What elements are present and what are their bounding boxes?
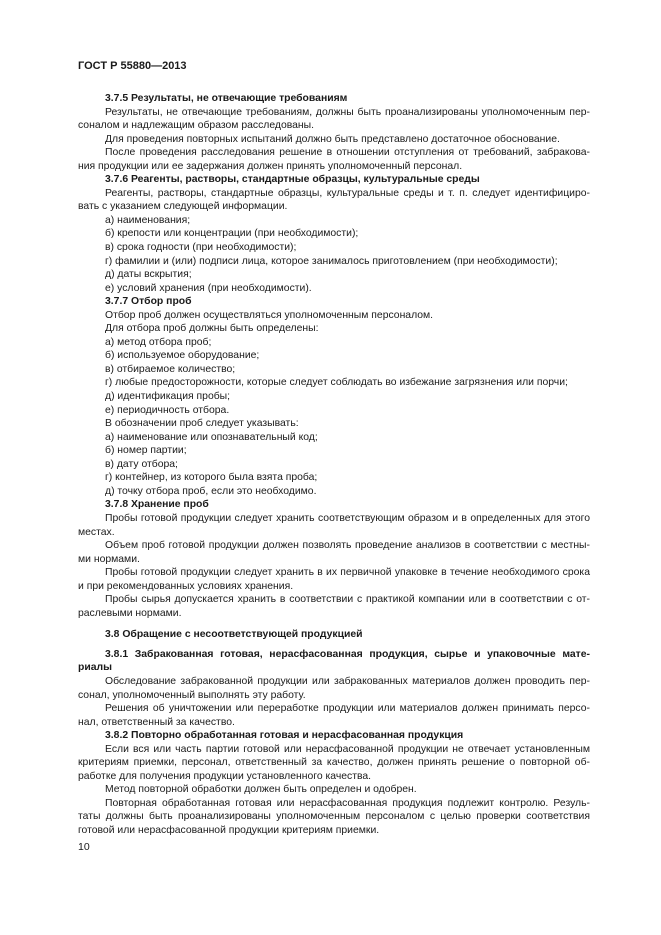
paragraph-line: Пробы готовой продукции следует хранить соответствующим образом и в определенных для этого — [105, 512, 590, 524]
paragraph-line: раслевыми нормами. — [78, 607, 182, 619]
section-3-8-1 — [78, 648, 590, 729]
section-3-8 — [78, 628, 590, 642]
paragraph-line: нал, ответственный за качество. — [78, 716, 235, 728]
section-heading: 3.7.8 Хранение проб — [105, 499, 209, 511]
list-item: а) наименования; — [105, 214, 191, 226]
list-item: е) периодичность отбора. — [105, 404, 230, 416]
paragraph-line: Если вся или часть партии готовой или нерасфасованной продукции не отвечает установленным — [105, 743, 590, 755]
paragraph-line: Объем проб готовой продукции должен позволять проведение анализов в соответствии с местны- — [105, 540, 590, 552]
paragraph-line: сонал, уполномоченный выполнять эту работу. — [78, 689, 306, 701]
list-item: б) крепости или концентрации (при необходимости); — [105, 228, 359, 240]
section-heading: 3.8.1 Забракованная готовая, нерасфасованная продукция, сырье и упаковочные мате- — [105, 648, 590, 660]
paragraph-line: Повторная обработанная готовая или нерасфасованная продукция подлежит контролю. Резуль- — [105, 797, 590, 809]
paragraph-line: Результаты, не отвечающие требованиям, должны быть проанализированы уполномоченным пер- — [105, 106, 590, 118]
section-3-7-8 — [78, 498, 590, 620]
list-item: в) срока годности (при необходимости); — [105, 242, 297, 254]
paragraph-line: работке для получения продукции установленного качества. — [78, 770, 372, 782]
paragraph-line: Пробы сырья допускается хранить в соответствии с практикой компании или в соответствии с от- — [105, 594, 590, 606]
paragraph-line: соналом и надлежащим образом расследованы. — [78, 120, 315, 132]
document-header: ГОСТ Р 55880—2013 — [78, 60, 187, 72]
paragraph-line: и при рекомендованных условиях хранения. — [78, 580, 294, 592]
paragraph-line: Реагенты, растворы, стандартные образцы, культуральные среды и т. п. следует идентифициро- — [105, 187, 590, 199]
section-heading: 3.7.6 Реагенты, растворы, стандартные образцы, культуральные среды — [105, 174, 480, 186]
paragraph-line: критериям приемки, персонал, ответственный за качество, должен принять решение о повторной об- — [78, 757, 590, 769]
section-heading: 3.7.5 Результаты, не отвечающие требованиям — [105, 93, 348, 104]
paragraph-line: Для отбора проб должны быть определены: — [105, 323, 319, 335]
paragraph-line: Решения об уничтожении или переработке продукции или материалов должен принимать персо- — [105, 703, 590, 715]
paragraph-line: ния продукции или ее задержания должен принять уполномоченный персонал. — [78, 160, 463, 172]
paragraph-line: вать с указанием следующей информации. — [78, 201, 288, 213]
list-item: в) дату отбора; — [105, 458, 178, 470]
document-body — [78, 92, 590, 838]
section-heading: риалы — [78, 662, 112, 674]
paragraph-line: таты должны быть проанализированы уполномоченным персоналом с целью проверки соответствия — [78, 811, 590, 823]
paragraph-line: Метод повторной обработки должен быть определен и одобрен. — [105, 784, 417, 796]
list-item: г) фамилии и (или) подписи лица, которое занималось приготовлением (при необходимости); — [105, 255, 558, 267]
list-item: д) идентификация пробы; — [105, 391, 231, 403]
paragraph-line: готовой или нерасфасованной продукции критериям приемки. — [78, 824, 380, 836]
paragraph-line: Пробы готовой продукции следует хранить в их первичной упаковке в течение необходимого срока — [105, 567, 590, 579]
list-item: б) используемое оборудование; — [105, 350, 260, 362]
paragraph-line: ми нормами. — [78, 553, 140, 565]
list-item: а) метод отбора проб; — [105, 336, 212, 348]
list-item: г) контейнер, из которого была взята проба; — [105, 472, 318, 484]
paragraph-line: Обследование забракованной продукции или забракованных материалов должен проводить пер- — [105, 675, 590, 687]
section-heading: 3.8.2 Повторно обработанная готовая и нерасфасованная продукция — [105, 730, 464, 742]
section-heading: 3.8 Обращение с несоответствующей продукцией — [105, 629, 363, 641]
list-item: а) наименование или опознавательный код; — [105, 431, 318, 443]
list-item: г) любые предосторожности, которые следует соблюдать во избежание загрязнения или порчи; — [105, 377, 568, 389]
paragraph-line: Отбор проб должен осуществляться уполномоченным персоналом. — [105, 309, 434, 321]
section-3-7-6 — [78, 173, 590, 295]
list-item: в) отбираемое количество; — [105, 363, 236, 375]
list-item: д) даты вскрытия; — [105, 269, 192, 281]
paragraph-line: В обозначении проб следует указывать: — [105, 418, 299, 430]
list-item: д) точку отбора проб, если это необходимо. — [105, 485, 317, 497]
section-3-7-7 — [78, 295, 590, 498]
list-item: б) номер партии; — [105, 445, 187, 457]
paragraph-line: После проведения расследования решение в отношении отступления от требований, забракова- — [105, 147, 590, 159]
page-number: 10 — [78, 841, 90, 853]
section-3-7-5 — [78, 92, 590, 173]
section-3-8-2 — [78, 729, 590, 837]
list-item: е) условий хранения (при необходимости). — [105, 282, 312, 294]
section-heading: 3.7.7 Отбор проб — [105, 296, 192, 308]
paragraph-line: местах. — [78, 526, 115, 538]
paragraph-line: Для проведения повторных испытаний должно быть представлено достаточное обоснование. — [105, 133, 560, 145]
